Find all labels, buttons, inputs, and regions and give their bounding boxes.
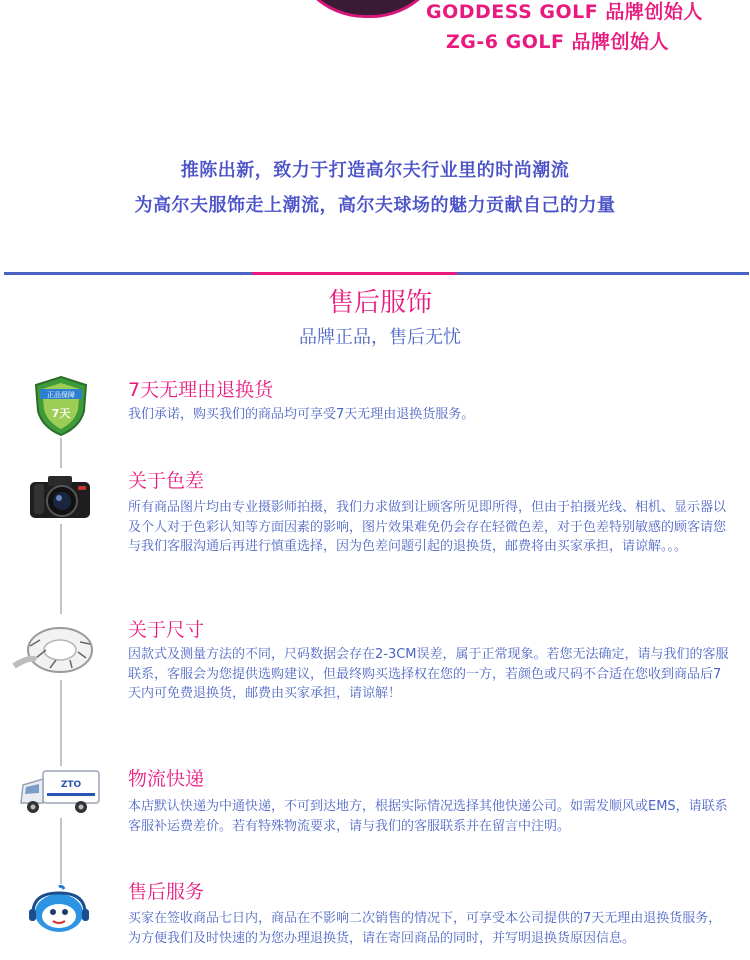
item-title-aftersales: 售后服务 xyxy=(128,881,205,903)
delivery-truck-icon xyxy=(16,766,104,818)
customer-service-icon xyxy=(24,884,94,936)
item-title-logistics: 物流快递 xyxy=(128,768,205,790)
item-title-size: 关于尺寸 xyxy=(128,619,205,641)
item-body-logistics: 本店默认快递为中通快递，不可到达地方，根据实际情况选择其他快递公司。如需发顺风或EMS，请联系客服补运费差价。若有特殊物流要求，请与我们的客服联系并在留言中注明。 xyxy=(128,799,728,834)
item-title-color: 关于色差 xyxy=(128,470,205,492)
item-body-size: 因款式及测量方法的不同，尺码数据会存在2-3CM误差，属于正常现象。若您无法确定，请与我们的客服联系，客服会为您提供选购建议，但最终购买选择权在您的一方，若颜色或尺码不合适在您收到商品后7天内可免费退换货，邮费由买家承担，请谅解！ xyxy=(128,647,729,701)
slogan-line-1: 推陈出新，致力于打造高尔夫行业里的时尚潮流 xyxy=(180,160,570,181)
brand-line-1: GODDESS GOLF 品牌创始人 xyxy=(426,1,703,23)
section-divider-accent xyxy=(252,272,457,275)
camera-icon xyxy=(22,468,98,524)
truck-logo-text: ZTO xyxy=(60,780,82,790)
item-body-returns: 我们承诺，购买我们的商品均可享受7天无理由退换货服务。 xyxy=(128,407,475,422)
item-body-aftersales: 买家在签收商品七日内，商品在不影响二次销售的情况下，可享受本公司提供的7天无理由退换货服务，为方便我们及时快速的为您办理退换货，请在寄回商品的同时，并写明退换货原因信息。 xyxy=(128,911,722,946)
badge-top-text: 正品保障 xyxy=(47,391,75,399)
brand-line-2: ZG-6 GOLF 品牌创始人 xyxy=(446,31,670,53)
brand-portrait xyxy=(290,0,446,18)
section-subtitle: 品牌正品，售后无忧 xyxy=(299,327,461,348)
item-body-color: 所有商品图片均由专业摄影师拍摄，我们力求做到让顾客所见即所得，但由于拍摄光线、相机、显示器以及个人对于色彩认知等方面因素的影响，图片效果难免仍会存在轻微色差，对于色差特别敏感的顾客请您与我们客服沟通后再进行慎重选择，因为色差问题引起的退换货，邮费将由买家承担，请谅解。。。 xyxy=(128,500,727,554)
badge-main-text: 7天 xyxy=(51,407,71,420)
slogan-line-2: 为高尔夫服饰走上潮流，高尔夫球场的魅力贡献自己的力量 xyxy=(134,195,616,216)
section-title: 售后服饰 xyxy=(327,288,432,318)
item-title-returns: 7天无理由退换货 xyxy=(128,379,274,401)
shield-badge-icon xyxy=(30,374,92,438)
tape-measure-icon xyxy=(8,614,108,680)
